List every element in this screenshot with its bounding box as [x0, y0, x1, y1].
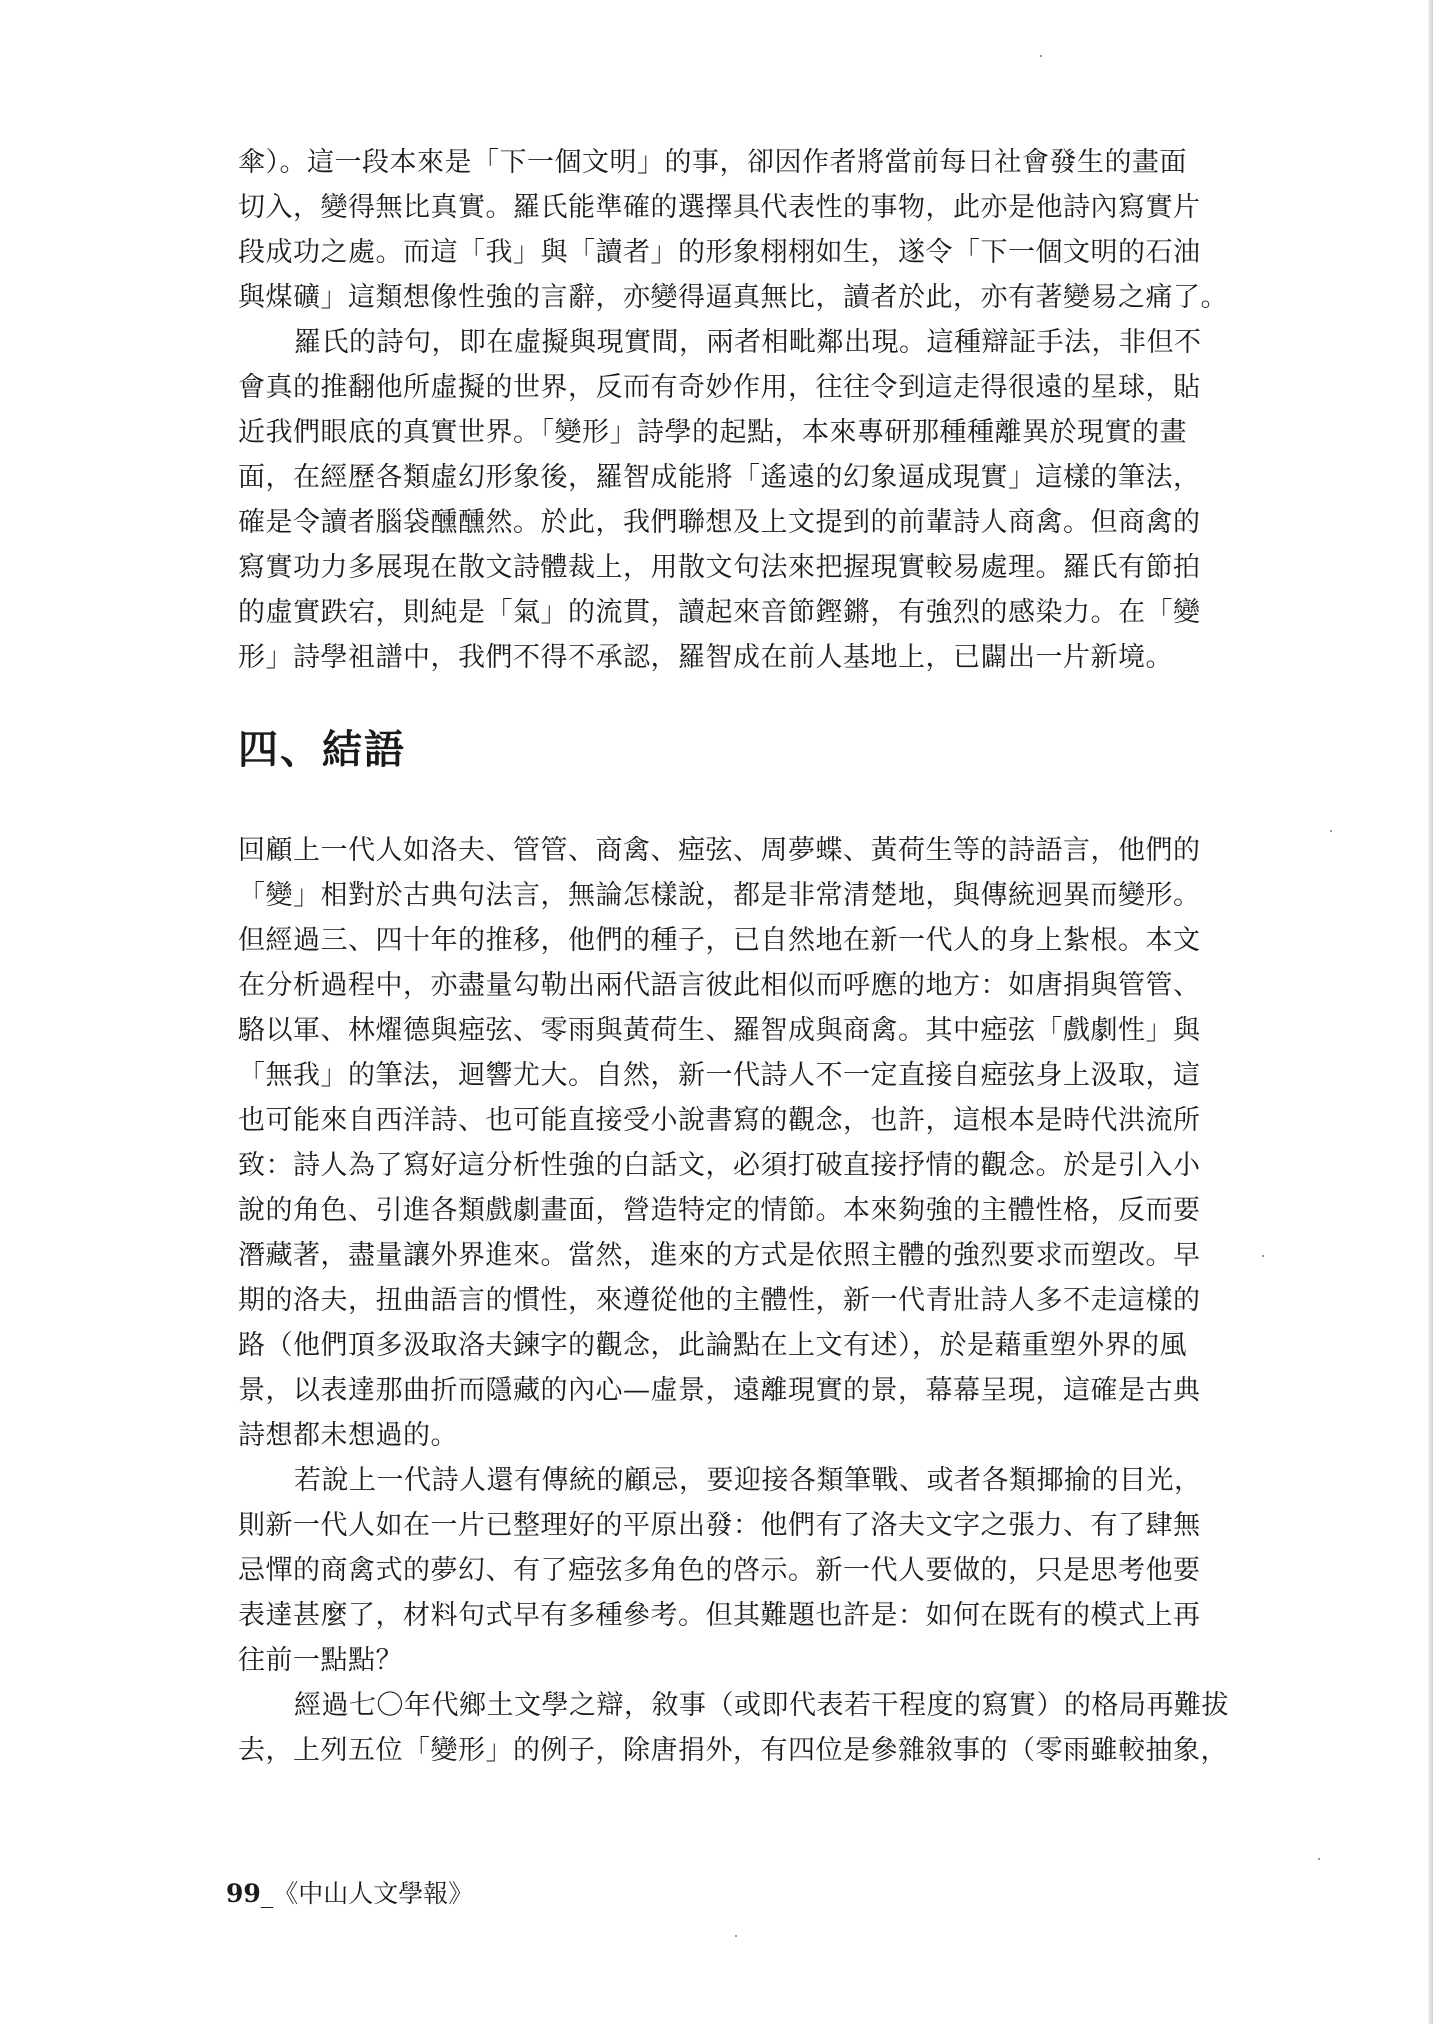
scan-edge-shadow [1428, 0, 1433, 2024]
text-line: 的虛實跌宕，則純是「氣」的流貫，讀起來音節鏗鏘，有強烈的感染力。在「變 [238, 597, 1201, 628]
page-number: 99 [226, 1879, 261, 1908]
text-line: 經過七〇年代鄉土文學之辯，敘事（或即代表若干程度的寫實）的格局再難拔 [294, 1690, 1229, 1721]
text-line: 表達甚麼了，材料句式早有多種參考。但其難題也許是：如何在既有的模式上再 [238, 1600, 1201, 1631]
text-line: 在分析過程中，亦盡量勾勒出兩代語言彼此相似而呼應的地方：如唐捐與管管、 [238, 970, 1201, 1001]
scan-speck [1262, 1255, 1264, 1257]
text-line: 路（他們頂多汲取洛夫鍊字的觀念，此論點在上文有述），於是藉重塑外界的風 [238, 1330, 1187, 1361]
text-line: 寫實功力多展現在散文詩體裁上，用散文句法來把握現實較易處理。羅氏有節拍 [238, 552, 1201, 583]
text-line: 「無我」的筆法，迴響尤大。自然，新一代詩人不一定直接自瘂弦身上汲取，這 [238, 1060, 1201, 1091]
paragraph [238, 1683, 1229, 1773]
text-line: 但經過三、四十年的推移，他們的種子，已自然地在新一代人的身上紮根。本文 [238, 925, 1201, 956]
journal-name: 《中山人文學報》 [273, 1879, 474, 1908]
text-line: 駱以軍、林燿德與瘂弦、零雨與黃荷生、羅智成與商禽。其中瘂弦「戲劇性」與 [238, 1015, 1201, 1046]
body-text-after-heading [238, 828, 1229, 1773]
footer-separator: _ [260, 1879, 274, 1908]
text-line: 去，上列五位「變形」的例子，除唐捐外，有四位是參雜敘事的（零雨雖較抽象， [238, 1735, 1228, 1766]
text-line: 段成功之處。而這「我」與「讀者」的形象栩栩如生，遂令「下一個文明的石油 [238, 237, 1201, 268]
text-line: 會真的推翻他所虛擬的世界，反而有奇妙作用，往往令到這走得很遠的星球，貼 [238, 372, 1201, 403]
text-line: 傘）。這一段本來是「下一個文明」的事，卻因作者將當前每日社會發生的畫面 [238, 147, 1187, 178]
text-line: 與煤礦」這類想像性強的言辭，亦變得逼真無比，讀者於此，亦有著變易之痛了。 [238, 282, 1228, 313]
paragraph [238, 1458, 1213, 1683]
text-line: 「變」相對於古典句法言，無論怎樣說，都是非常清楚地，與傳統迥異而變形。 [238, 880, 1201, 911]
text-line: 近我們眼底的真實世界。「變形」詩學的起點，本來專研那種種離異於現實的畫 [238, 417, 1187, 448]
text-line: 期的洛夫，扭曲語言的慣性，來遵從他的主體性，新一代青壯詩人多不走這樣的 [238, 1285, 1201, 1316]
text-line: 致：詩人為了寫好這分析性強的白話文，必須打破直接抒情的觀念。於是引入小 [238, 1150, 1201, 1181]
text-line: 若說上一代詩人還有傳統的顧忌，要迎接各類筆戰、或者各類揶揄的目光， [294, 1465, 1202, 1496]
page-footer [226, 1877, 473, 1911]
text-line: 切入，變得無比真實。羅氏能準確的選擇具代表性的事物，此亦是他詩內寫實片 [238, 192, 1201, 223]
article-body [238, 140, 1229, 1773]
text-line: 回顧上一代人如洛夫、管管、商禽、瘂弦、周夢蝶、黃荷生等的詩語言，他們的 [238, 835, 1201, 866]
body-text-before-heading [238, 140, 1228, 680]
scan-speck [735, 1935, 737, 1937]
paragraph [238, 140, 1228, 320]
section-heading: 四、結語 [238, 727, 406, 773]
text-line: 忌憚的商禽式的夢幻、有了瘂弦多角色的啓示。新一代人要做的，只是思考他要 [238, 1555, 1201, 1586]
text-line: 確是令讀者腦袋醺醺然。於此，我們聯想及上文提到的前輩詩人商禽。但商禽的 [238, 507, 1201, 538]
text-line: 景，以表達那曲折而隱藏的內心—虛景，遠離現實的景，幕幕呈現，這確是古典 [238, 1375, 1201, 1406]
text-line: 說的角色、引進各類戲劇畫面，營造特定的情節。本來夠強的主體性格，反而要 [238, 1195, 1201, 1226]
text-line: 潛藏著，盡量讓外界進來。當然，進來的方式是依照主體的強烈要求而塑改。早 [238, 1240, 1201, 1271]
text-line: 詩想都未想過的。 [238, 1420, 458, 1451]
text-line: 也可能來自西洋詩、也可能直接受小說書寫的觀念，也許，這根本是時代洪流所 [238, 1105, 1201, 1136]
text-line: 往前一點點？ [238, 1645, 403, 1676]
paragraph [238, 320, 1213, 680]
text-line: 面，在經歷各類虛幻形象後，羅智成能將「遙遠的幻象逼成現實」這樣的筆法， [238, 462, 1201, 493]
scan-speck [1330, 830, 1332, 832]
text-line: 形」詩學祖譜中，我們不得不承認，羅智成在前人基地上，已闢出一片新境。 [238, 642, 1173, 673]
scan-speck [1318, 1858, 1320, 1860]
scan-speck [1040, 55, 1042, 57]
text-line: 羅氏的詩句，即在虛擬與現實間，兩者相毗鄰出現。這種辯証手法，非但不 [294, 327, 1202, 358]
text-line: 則新一代人如在一片已整理好的平原出發：他們有了洛夫文字之張力、有了肆無 [238, 1510, 1201, 1541]
paragraph [238, 828, 1213, 1458]
